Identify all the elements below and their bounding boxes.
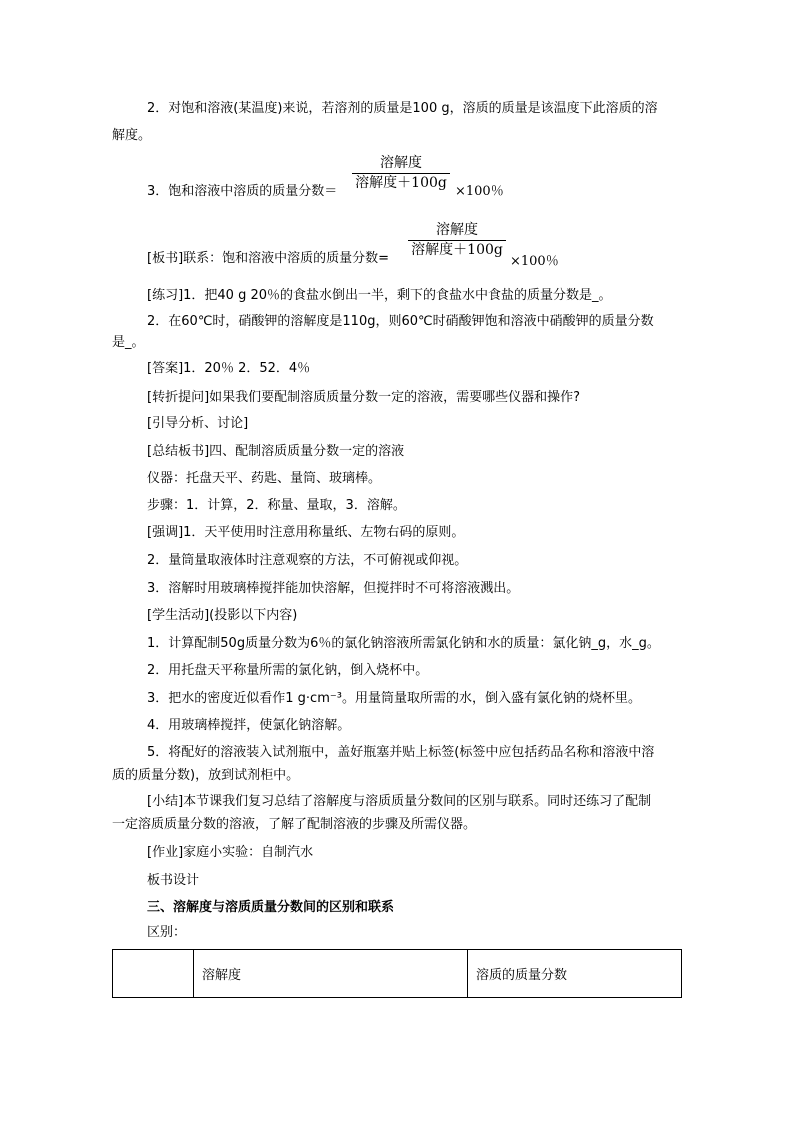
formula-fraction-2 (408, 221, 506, 259)
summary-line2: 一定溶质质量分数的溶液，了解了配制溶液的步骤及所需仪器。 (112, 817, 477, 832)
section-3-heading: 三、溶解度与溶质质量分数间的区别和联系 (147, 900, 395, 915)
student-activity: [学生活动](投影以下内容) (147, 608, 298, 623)
table-cell-solubility: 溶解度 (194, 950, 468, 998)
exercise-2-line1: 2．在60℃时，硝酸钾的溶解度是110g，则60℃时硝酸钾饱和溶液中硝酸钾的质量分数 (147, 314, 654, 329)
difference-table (112, 949, 682, 998)
fraction-denominator: 溶解度＋100g (411, 242, 503, 258)
board-link: [板书]联系：饱和溶液中溶质的质量分数= (147, 251, 390, 266)
fraction-denominator: 溶解度＋100g (355, 175, 447, 191)
board-design-heading: 板书设计 (147, 873, 200, 888)
formula-multiplier-1: ×100％ (455, 184, 504, 199)
emphasis-3: 3．溶解时用玻璃棒搅拌能加快溶解，但搅拌时不可将溶液溅出。 (147, 581, 520, 596)
para-2-line1: 2．对饱和溶液(某温度)来说，若溶剂的质量是100 g，溶质的质量是该温度下此溶质的溶 (147, 101, 658, 116)
table-cell-empty (113, 950, 194, 998)
formula-multiplier-2: ×100％ (510, 254, 559, 269)
guide-discussion: [引导分析、讨论] (147, 416, 249, 431)
activity-5-line2: 质的质量分数)，放到试剂柜中。 (112, 768, 300, 783)
emphasis-2: 2．量筒量取液体时注意观察的方法，不可俯视或仰视。 (147, 553, 468, 568)
emphasis-1: [强调]1．天平使用时注意用称量纸、左物右码的原则。 (147, 525, 465, 540)
table-row (113, 950, 682, 998)
activity-2: 2．用托盘天平称量所需的氯化钠，倒入烧杯中。 (147, 663, 429, 678)
activity-1: 1．计算配制50g质量分数为6％的氯化钠溶液所需氯化钠和水的质量：氯化钠_g，水_g。 (147, 636, 660, 651)
steps: 步骤：1．计算，2．称量、量取，3．溶解。 (147, 498, 406, 513)
fraction-numerator: 溶解度 (380, 155, 422, 171)
summary-line1: [小结]本节课我们复习总结了溶解度与溶质质量分数间的区别与联系。同时还练习了配制 (147, 794, 652, 809)
activity-4: 4．用玻璃棒搅拌，使氯化钠溶解。 (147, 718, 351, 733)
activity-5-line1: 5．将配好的溶液装入试剂瓶中，盖好瓶塞并贴上标签(标签中应包括药品名称和溶液中溶 (147, 745, 655, 760)
para-2-line2: 解度。 (112, 128, 152, 143)
exercise-2-line2: 是_。 (112, 335, 145, 350)
activity-3: 3．把水的密度近似看作1 g·cm⁻³。用量筒量取所需的水，倒入盛有氯化钠的烧杯里。 (147, 691, 641, 706)
formula-fraction-1 (352, 154, 450, 192)
homework: [作业]家庭小实验：自制汽水 (147, 845, 314, 860)
para-3: 3．饱和溶液中溶质的质量分数＝ (147, 184, 338, 199)
answer: [答案]1．20％ 2．52．4％ (147, 361, 311, 376)
fraction-numerator: 溶解度 (436, 222, 478, 238)
transition-question: [转折提问]如果我们要配制溶质质量分数一定的溶液，需要哪些仪器和操作? (147, 390, 581, 405)
table-cell-mass-fraction: 溶质的质量分数 (468, 950, 682, 998)
summary-board: [总结板书]四、配制溶质质量分数一定的溶液 (147, 444, 405, 459)
instruments: 仪器：托盘天平、药匙、量筒、玻璃棒。 (147, 471, 382, 486)
difference-label: 区别： (147, 925, 187, 940)
exercise-1: [练习]1．把40 g 20％的食盐水倒出一半，剩下的食盐水中食盐的质量分数是_。 (147, 288, 612, 303)
